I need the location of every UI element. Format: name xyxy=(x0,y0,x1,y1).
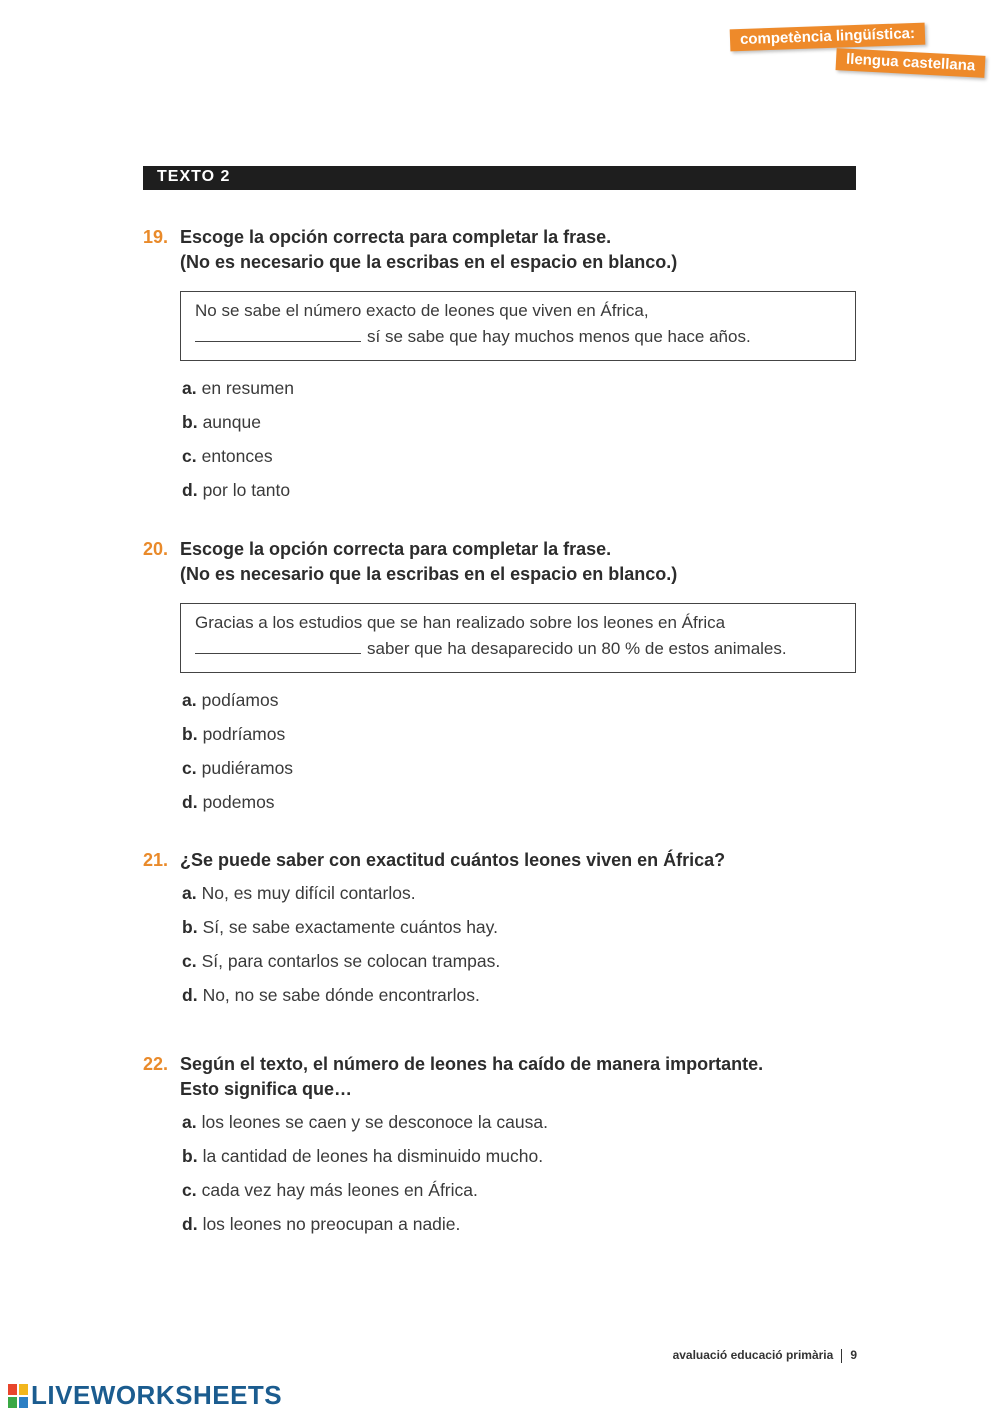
options-list xyxy=(182,371,856,507)
question-20 xyxy=(143,537,856,819)
prompt-line: ¿Se puede saber con exactitud cuántos leones viven en África? xyxy=(180,850,726,870)
question-21 xyxy=(143,848,856,1012)
prompt-line: (No es necesario que la escribas en el espacio en blanco.) xyxy=(180,252,678,272)
blank-space[interactable] xyxy=(195,325,361,342)
prompt-line: Según el texto, el número de leones ha caído de manera importante. xyxy=(180,1054,764,1074)
option-d[interactable]: d. No, no se sabe dónde encontrarlos. xyxy=(182,985,480,1005)
brand-name: LIVEWORKSHEETS xyxy=(31,1380,283,1410)
sentence-line: Gracias a los estudios que se han realizado sobre los leones en África xyxy=(195,613,726,632)
option-d[interactable]: d. por lo tanto xyxy=(182,480,291,500)
page-number: 9 xyxy=(850,1348,857,1362)
question-number: 19. xyxy=(143,227,169,247)
brand-logo[interactable] xyxy=(8,1380,282,1411)
prompt-line: Escoge la opción correcta para completar la frase. xyxy=(180,539,612,559)
blank-space[interactable] xyxy=(195,637,361,654)
sentence-line: sí se sabe que hay muchos menos que hace años. xyxy=(195,324,841,350)
question-number: 20. xyxy=(143,539,169,559)
question-number: 22. xyxy=(143,1054,169,1074)
option-d[interactable]: d. podemos xyxy=(182,792,275,812)
option-a[interactable]: a. los leones se caen y se desconoce la causa. xyxy=(182,1112,548,1132)
subject-tag-language: llengua castellana xyxy=(836,48,986,78)
option-b[interactable]: b. Sí, se sabe exactamente cuántos hay. xyxy=(182,917,498,937)
option-c[interactable]: c. cada vez hay más leones en África. xyxy=(182,1180,478,1200)
question-prompt xyxy=(143,848,856,873)
option-b[interactable]: b. aunque xyxy=(182,412,261,432)
footer-text: avaluació educació primària xyxy=(672,1348,834,1362)
question-19 xyxy=(143,225,856,507)
options-list xyxy=(182,1105,856,1241)
question-prompt xyxy=(143,1052,856,1102)
sentence-box xyxy=(180,603,856,673)
sentence-line: No se sabe el número exacto de leones que viven en África, xyxy=(195,301,649,320)
sentence-box xyxy=(180,291,856,361)
option-a[interactable]: a. No, es muy difícil contarlos. xyxy=(182,883,416,903)
option-b[interactable]: b. la cantidad de leones ha disminuido mucho. xyxy=(182,1146,544,1166)
prompt-line: (No es necesario que la escribas en el espacio en blanco.) xyxy=(180,564,678,584)
option-c[interactable]: c. pudiéramos xyxy=(182,758,294,778)
sentence-line: saber que ha desaparecido un 80 % de estos animales. xyxy=(195,636,841,662)
option-a[interactable]: a. podíamos xyxy=(182,690,279,710)
prompt-line: Escoge la opción correcta para completar la frase. xyxy=(180,227,612,247)
option-c[interactable]: c. Sí, para contarlos se colocan trampas. xyxy=(182,951,501,971)
option-b[interactable]: b. podríamos xyxy=(182,724,286,744)
footer-divider xyxy=(841,1349,842,1363)
prompt-line: Esto significa que… xyxy=(180,1079,353,1099)
options-list xyxy=(182,683,856,819)
question-number: 21. xyxy=(143,850,169,870)
option-c[interactable]: c. entonces xyxy=(182,446,273,466)
question-22 xyxy=(143,1052,856,1241)
page-footer xyxy=(673,1348,857,1363)
subject-tag-competence: competència lingüística: xyxy=(730,23,926,52)
option-d[interactable]: d. los leones no preocupan a nadie. xyxy=(182,1214,461,1234)
blocks-icon xyxy=(8,1384,28,1408)
options-list xyxy=(182,876,856,1012)
option-a[interactable]: a. en resumen xyxy=(182,378,295,398)
question-prompt xyxy=(143,537,856,587)
question-prompt xyxy=(143,225,856,275)
section-title: TEXTO 2 xyxy=(143,166,856,190)
